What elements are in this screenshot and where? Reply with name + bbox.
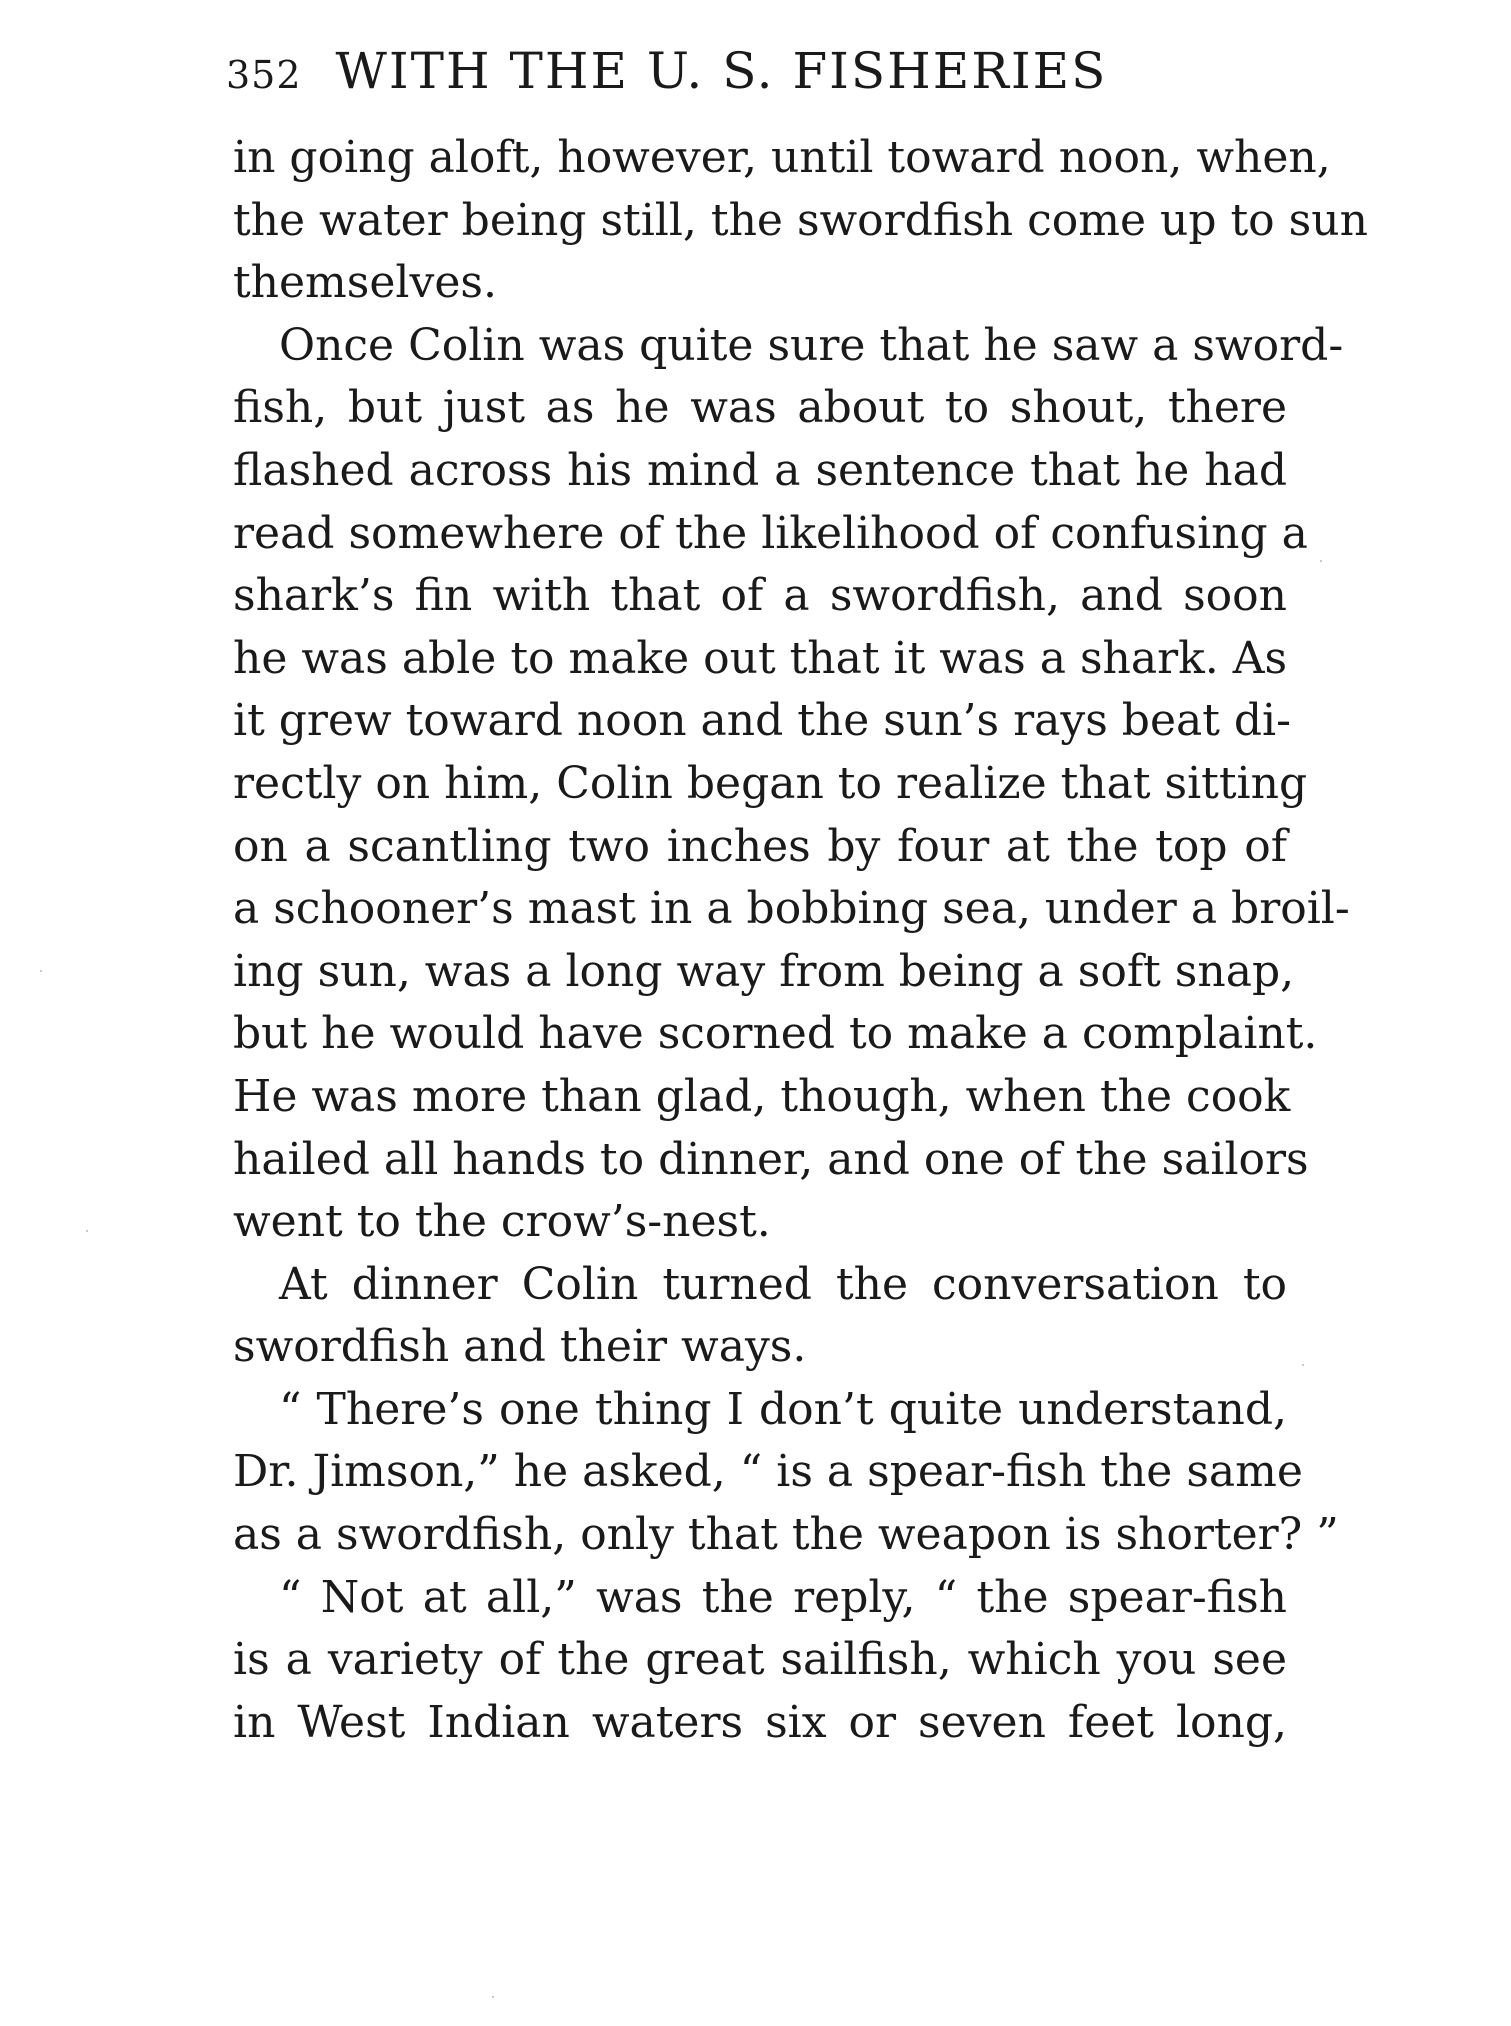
text-line: hailed all hands to dinner, and one of the sailors xyxy=(233,1133,1309,1185)
text-line: swordfish and their ways. xyxy=(233,1321,807,1373)
paper-speck xyxy=(40,970,42,972)
text-line: Dr. Jimson,” he asked, “ is a spear-fish the same xyxy=(233,1446,1303,1498)
text-line: Once Colin was quite sure that he saw a sword- xyxy=(279,319,1344,371)
text-line: read somewhere of the likelihood of confusing a xyxy=(233,507,1308,559)
text-line: themselves. xyxy=(233,257,497,309)
text-line: “ Not at all,” was the reply, “ the spear-fish xyxy=(279,1571,1287,1623)
paper-speck xyxy=(86,1230,88,1232)
text-line: but he would have scorned to make a complaint. xyxy=(233,1008,1318,1060)
body-text xyxy=(233,127,1368,1754)
text-line: He was more than glad, though, when the cook xyxy=(233,1070,1291,1122)
text-line: flashed across his mind a sentence that he had xyxy=(233,444,1287,496)
text-line: on a scantling two inches by four at the top of xyxy=(233,820,1287,872)
paper-speck xyxy=(1302,1364,1304,1366)
text-line: a schooner’s mast in a bobbing sea, under a broil- xyxy=(233,883,1350,935)
text-line: as a swordfish, only that the weapon is shorter? ” xyxy=(233,1509,1339,1561)
running-head xyxy=(226,36,1286,106)
text-line: is a variety of the great sailfish, which you see xyxy=(233,1634,1287,1686)
text-line: in West Indian waters six or seven feet long, xyxy=(233,1696,1287,1748)
text-line: fish, but just as he was about to shout, there xyxy=(233,382,1287,434)
text-line: shark’s fin with that of a swordfish, and soon xyxy=(233,570,1287,622)
page-number: 352 xyxy=(226,53,302,97)
text-line: it grew toward noon and the sun’s rays beat di- xyxy=(233,695,1291,747)
text-line: in going aloft, however, until toward noon, when, xyxy=(233,132,1331,183)
text-line: “ There’s one thing I don’t quite understand, xyxy=(279,1383,1287,1435)
paper-speck xyxy=(492,1996,494,1998)
text-line: he was able to make out that it was a shark. As xyxy=(233,632,1288,684)
text-line: the water being still, the swordfish come up to sun xyxy=(233,194,1368,246)
paper-speck xyxy=(1320,560,1322,562)
text-line: At dinner Colin turned the conversation to xyxy=(279,1258,1287,1310)
running-title: WITH THE U. S. FISHERIES xyxy=(335,42,1108,100)
text-line: ing sun, was a long way from being a soft snap, xyxy=(233,945,1295,997)
text-line: rectly on him, Colin began to realize that sitting xyxy=(233,757,1308,809)
text-line: went to the crow’s-nest. xyxy=(233,1196,771,1248)
